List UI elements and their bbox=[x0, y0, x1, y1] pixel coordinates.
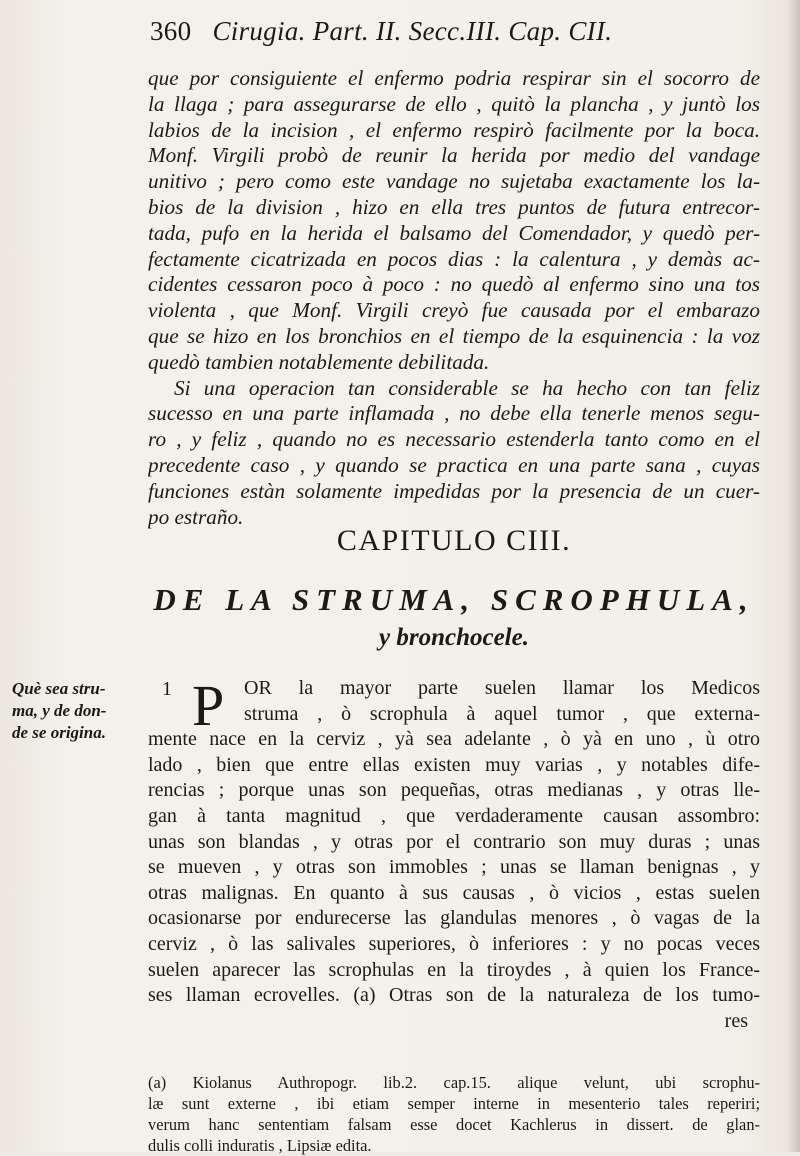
text-line: Monf. Virgili probò de reunir la herida por medio del vandage bbox=[148, 143, 760, 168]
running-title: Cirugia. Part. II. Secc.III. Cap. CII. bbox=[212, 16, 613, 46]
text-line: mente nace en la cerviz , yà sea adelante , ò yà en uno , ù otro bbox=[148, 728, 760, 751]
footnote-line: verum hanc sententiam falsam esse docet Kachlerus in dissert. de glan- bbox=[148, 1115, 760, 1134]
text-line: la llaga ; para assegurarse de ello , quitò la plancha , y juntò los bbox=[148, 91, 760, 116]
text-line: funciones estàn solamente impedidas por la presencia de un cuer- bbox=[148, 478, 760, 503]
margin-note bbox=[12, 678, 142, 744]
text-line: violenta , que Monf. Virgili creyò fue causada por el embarazo bbox=[148, 298, 760, 323]
chapter-subtitle: y bronchocele. bbox=[379, 624, 529, 651]
margin-note-line: Què sea stru- bbox=[12, 679, 106, 698]
text-line: lado , bien que entre ellas existen muy varias , y notables dife- bbox=[148, 753, 760, 776]
footnote bbox=[148, 1072, 760, 1156]
running-header bbox=[150, 16, 750, 56]
text-line: que se hizo en los bronchios en el tiempo de la esquinencia : la voz bbox=[148, 323, 760, 348]
paragraph-text bbox=[148, 673, 760, 1034]
text-line: bios de la division , hizo en ella tres puntos de futura entrecor- bbox=[148, 194, 760, 219]
continuation-text bbox=[148, 66, 760, 530]
text-line: que por consiguiente el enfermo podria respirar sin el socorro de bbox=[148, 66, 760, 90]
text-line: labios de la incision , el enfermo respirò facilmente por la boca. bbox=[148, 117, 760, 142]
chapter-heading: CAPITULO CIII. bbox=[336, 524, 572, 557]
text-line: precedente caso , y quando se practica en una parte sana , cuyas bbox=[148, 452, 760, 477]
text-line: cidentes cessaron poco à poco : no quedò al enfermo sino una tos bbox=[148, 272, 760, 297]
text-line: ro , y feliz , quando no es necessario estenderla tanto como en el bbox=[148, 427, 760, 452]
text-line: fectamente cicatrizada en pocos dias : la calentura , y demàs ac- bbox=[148, 246, 760, 271]
text-line: tada, pufo en la herida el balsamo del Comendador, y quedò per- bbox=[148, 220, 760, 245]
text-line: otras malignas. En quanto à sus causas , ò vicios , estas suelen bbox=[148, 881, 760, 904]
footnote-line: dulis colli induratis , Lipsiæ edita. bbox=[148, 1136, 372, 1155]
drop-cap: P bbox=[192, 673, 225, 738]
margin-note-line: de se origina. bbox=[12, 723, 106, 742]
paragraph-number: 1 bbox=[162, 678, 172, 700]
text-line: gan à tanta magnitud , que verdaderamente causan assombro: bbox=[148, 804, 760, 827]
footnote-line: læ sunt externe , ibi etiam semper interne in mesenterio tales reperiri; bbox=[148, 1094, 760, 1113]
text-line: Si una operacion tan considerable se ha hecho con tan feliz bbox=[174, 375, 760, 400]
catchword: res bbox=[724, 1009, 748, 1032]
text-line: ocasionarse por endurecerse las glandulas menores , ò vagas de la bbox=[148, 907, 760, 930]
text-line: sucesso en una parte inflamada , no debe ella tenerle menos segu- bbox=[148, 401, 760, 426]
text-line: rencias ; porque unas son pequeñas, otras medianas , y otras lle- bbox=[148, 779, 760, 802]
text-line: quedò tambien notablemente debilitada. bbox=[148, 349, 490, 374]
text-line: po estraño. bbox=[148, 504, 244, 529]
text-line: suelen aparecer las scrophulas en la tiroydes , à quien los France- bbox=[148, 958, 760, 981]
footnote-line: (a) Kiolanus Authropogr. lib.2. cap.15. alique velunt, ubi scrophu- bbox=[148, 1073, 760, 1092]
margin-note-line: ma, y de don- bbox=[12, 701, 107, 720]
text-line: unitivo ; pero como este vandage no sujetaba exactamente los la- bbox=[148, 169, 760, 194]
text-line: cerviz , ò las salivales superiores, ò inferiores : y no pocas veces bbox=[148, 932, 760, 955]
text-line: OR la mayor parte suelen llamar los Medicos bbox=[244, 677, 760, 699]
page-number: 360 bbox=[150, 16, 192, 46]
text-line: ses llaman ecrovelles. (a) Otras son de la naturaleza de los tumo- bbox=[148, 984, 760, 1007]
text-line: unas son blandas , y otras por el contrario son muy duras ; unas bbox=[148, 830, 760, 853]
text-line: se mueven , y otras son immobles ; unas se llaman benignas , y bbox=[148, 856, 760, 879]
page-edge-shadow bbox=[786, 0, 800, 1152]
text-line: struma , ò scrophula à aquel tumor , que externa- bbox=[244, 702, 760, 725]
chapter-title: DE LA STRUMA, SCROPHULA, bbox=[153, 582, 755, 617]
